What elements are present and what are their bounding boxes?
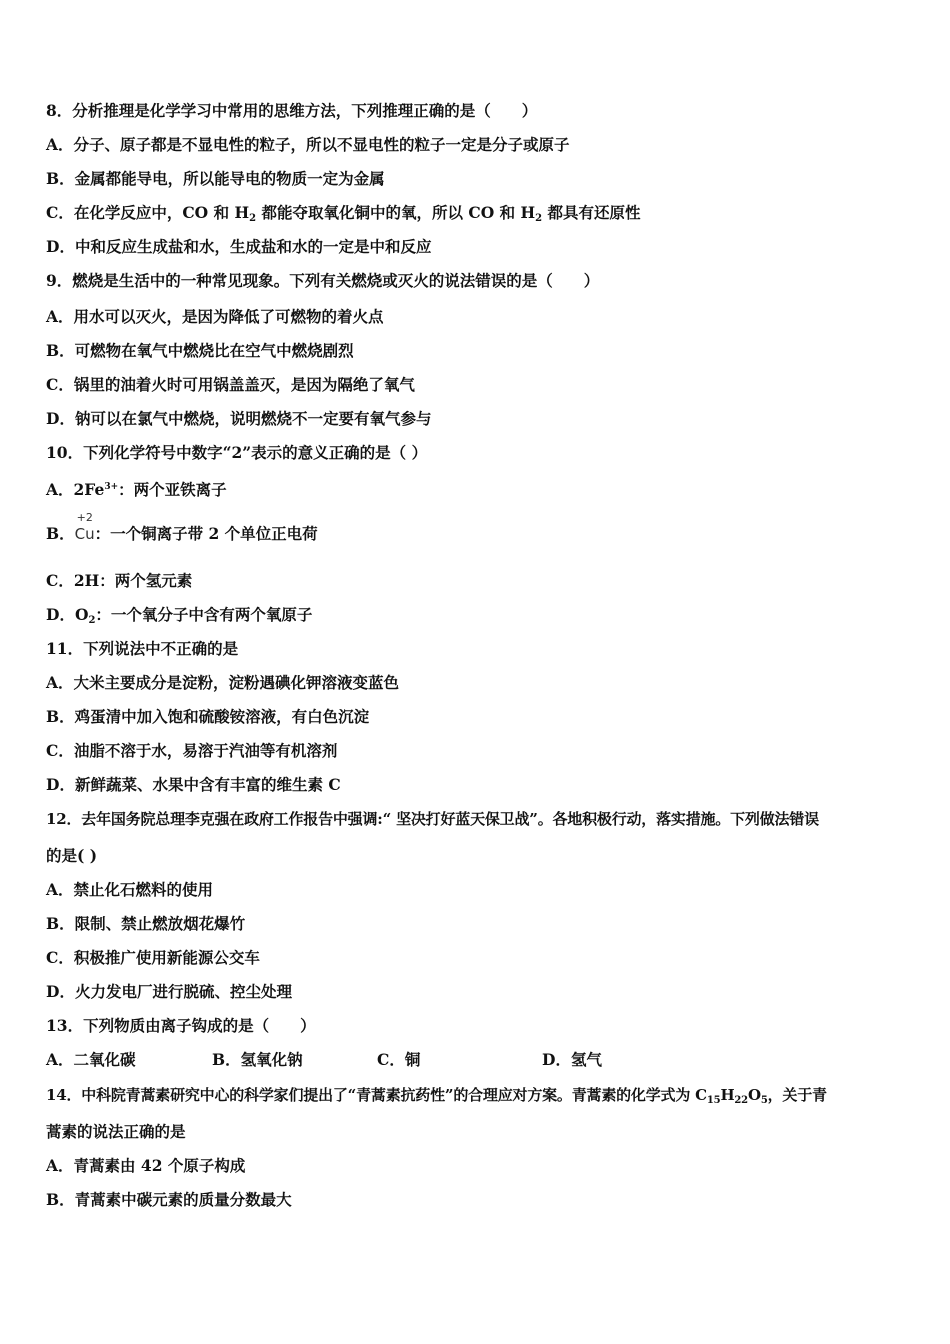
q9-option-d: D．钠可以在氯气中燃烧，说明燃烧不一定要有氧气参与 — [46, 409, 432, 428]
q10-a-post: ：两个亚铁离子 — [118, 480, 227, 499]
q8-stem: 8．分析推理是化学学习中常用的思维方法，下列推理正确的是（ ） — [46, 101, 538, 120]
q10-a-pre: A．2Fe — [46, 480, 105, 499]
q10-stem: 10．下列化学符号中数字“2”表示的意义正确的是（ ） — [46, 443, 428, 462]
copper-symbol: Cu — [74, 525, 95, 543]
q10-option-c: C．2H：两个氢元素 — [46, 571, 193, 590]
q12-stem-line1: 12．去年国务院总理李克强在政府工作报告中强调:“ 坚决打好蓝天保卫战”。各地积极行动，落实措施。下列做法错误 — [46, 810, 819, 828]
q8-option-c — [46, 203, 641, 229]
q10-option-a — [46, 477, 227, 500]
q13-option-c: C．铜 — [377, 1050, 421, 1069]
q14-o-count: 5 — [760, 1095, 768, 1106]
q14-option-a: A．青蒿素由 42 个原子构成 — [46, 1156, 246, 1175]
q10-a-sup: 3+ — [104, 482, 119, 492]
q14-c-count: 15 — [706, 1095, 721, 1106]
q13-option-d: D．氢气 — [542, 1050, 602, 1069]
q14-stem-post: ，关于青 — [767, 1086, 827, 1104]
q14-option-b: B．青蒿素中碳元素的质量分数最大 — [46, 1190, 292, 1209]
q12-option-c: C．积极推广使用新能源公交车 — [46, 948, 260, 967]
q13-options — [46, 1050, 646, 1070]
copper-valence: +2 — [76, 511, 93, 524]
q10-d-sub: 2 — [88, 615, 96, 626]
q10-b-post: ：一个铜离子带 2 个单位正电荷 — [94, 524, 318, 543]
q14-stem-line2: 蒿素的说法正确的是 — [46, 1122, 186, 1141]
q8-c-sub1: 2 — [249, 213, 257, 224]
q14-h: H — [720, 1086, 735, 1104]
q9-option-b: B．可燃物在氧气中燃烧比在空气中燃烧剧烈 — [46, 341, 354, 360]
q8-c-mid: 都能夺取氧化铜中的氧，所以 CO 和 H — [256, 203, 536, 222]
q14-stem-line1 — [46, 1085, 827, 1111]
q8-c-post: 都具有还原性 — [542, 203, 641, 222]
q9-option-c: C．锅里的油着火时可用锅盖盖灭，是因为隔绝了氧气 — [46, 375, 415, 394]
q12-option-b: B．限制、禁止燃放烟花爆竹 — [46, 914, 246, 933]
q8-c-pre: C．在化学反应中，CO 和 H — [46, 203, 250, 222]
q8-option-d: D．中和反应生成盐和水，生成盐和水的一定是中和反应 — [46, 237, 432, 256]
q10-b-label: B． — [46, 524, 75, 543]
q12-option-d: D．火力发电厂进行脱硫、控尘处理 — [46, 982, 292, 1001]
q10-option-d — [46, 605, 312, 631]
q13-stem: 13．下列物质由离子钩成的是（ ） — [46, 1016, 316, 1035]
q8-option-b: B．金属都能导电，所以能导电的物质一定为金属 — [46, 169, 385, 188]
q14-o: O — [747, 1086, 761, 1104]
q9-option-a: A．用水可以灭火，是因为降低了可燃物的着火点 — [46, 307, 384, 326]
q13-option-a: A．二氧化碳 — [46, 1050, 136, 1069]
q11-stem: 11．下列说法中不正确的是 — [46, 639, 239, 658]
q10-option-b — [46, 511, 318, 544]
q11-option-a: A．大米主要成分是淀粉，淀粉遇碘化钾溶液变蓝色 — [46, 673, 400, 692]
q11-option-d: D．新鲜蔬菜、水果中含有丰富的维生素 C — [46, 775, 341, 794]
q10-d-pre: D．O — [46, 605, 89, 624]
q11-option-c: C．油脂不溶于水，易溶于汽油等有机溶剂 — [46, 741, 338, 760]
q12-option-a: A．禁止化石燃料的使用 — [46, 880, 214, 899]
q14-stem-pre: 14．中科院青蒿素研究中心的科学家们提出了“青蒿素抗药性”的合理应对方案。青蒿素的化学式为 C — [46, 1086, 707, 1104]
q12-stem-line2: 的是( ) — [46, 846, 98, 865]
q13-option-b: B．氢氧化钠 — [212, 1050, 303, 1069]
q8-option-a: A．分子、原子都是不显电性的粒子，所以不显电性的粒子一定是分子或原子 — [46, 135, 570, 154]
q9-stem: 9．燃烧是生活中的一种常见现象。下列有关燃烧或灭火的说法错误的是（ ） — [46, 271, 600, 290]
q8-c-sub2: 2 — [535, 213, 543, 224]
q11-option-b: B．鸡蛋清中加入饱和硫酸铵溶液，有白色沉淀 — [46, 707, 370, 726]
q10-d-post: ：一个氧分子中含有两个氧原子 — [95, 605, 313, 624]
q14-h-count: 22 — [734, 1095, 748, 1106]
copper-valence-symbol — [74, 511, 95, 544]
